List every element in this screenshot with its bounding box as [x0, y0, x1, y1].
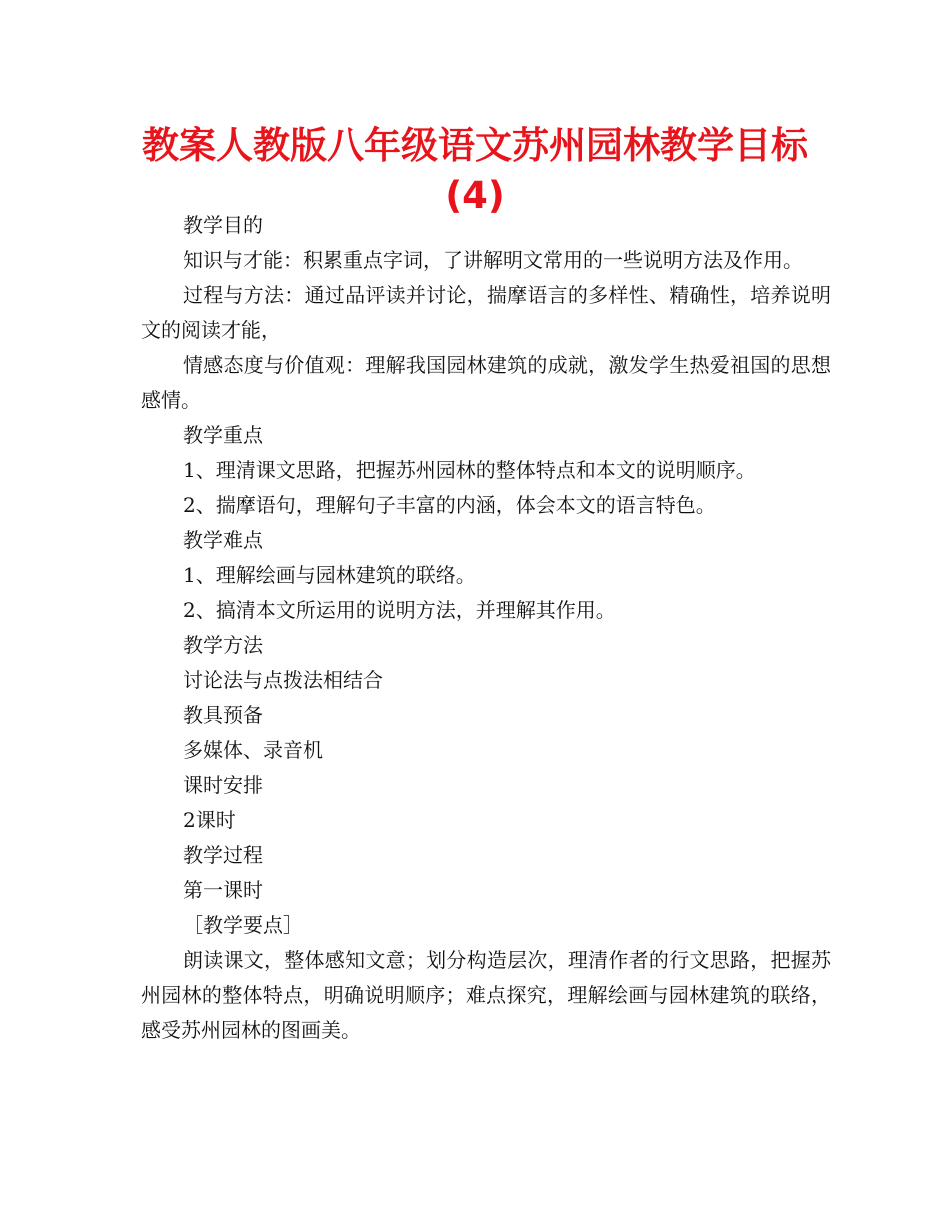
difficulty-2: 2、搞清本文所运用的说明方法，并理解其作用。 [183, 598, 616, 622]
heading-tools: 教具预备 [183, 703, 263, 727]
teaching-essentials-label: ［教学要点］ [183, 913, 303, 937]
heading-procedure: 教学过程 [183, 843, 263, 867]
document-title [100, 121, 850, 221]
heading-difficulties: 教学难点 [183, 528, 263, 552]
schedule-text: 2课时 [183, 808, 236, 832]
document-body [141, 208, 831, 1048]
heading-schedule: 课时安排 [183, 773, 263, 797]
title-line-1: 教案人教版八年级语文苏州园林教学目标 [142, 124, 808, 167]
method-text: 讨论法与点拨法相结合 [183, 668, 383, 692]
title-line-2: (4) [445, 174, 505, 217]
heading-method: 教学方法 [183, 633, 263, 657]
first-lesson: 第一课时 [183, 878, 263, 902]
paragraph-knowledge: 知识与才能：积累重点字词，了讲解明文常用的一些说明方法及作用。 [183, 248, 803, 272]
paragraph-process: 过程与方法：通过品评读并讨论，揣摩语言的多样性、精确性，培养说明文的阅读才能， [141, 283, 831, 342]
paragraph-emotion: 情感态度与价值观：理解我国园林建筑的成就，激发学生热爱祖国的思想感情。 [141, 353, 831, 412]
tools-text: 多媒体、录音机 [183, 738, 323, 762]
key-point-1: 1、理清课文思路，把握苏州园林的整体特点和本文的说明顺序。 [183, 458, 756, 482]
paragraph-essentials: 朗读课文，整体感知文意；划分构造层次，理清作者的行文思路，把握苏州园林的整体特点，明确说明顺序；难点探究，理解绘画与园林建筑的联络，感受苏州园林的图画美。 [141, 948, 831, 1042]
key-point-2: 2、揣摩语句，理解句子丰富的内涵，体会本文的语言特色。 [183, 493, 716, 517]
heading-teaching-aims: 教学目的 [183, 213, 263, 237]
heading-key-points: 教学重点 [183, 423, 263, 447]
difficulty-1: 1、理解绘画与园林建筑的联络。 [183, 563, 476, 587]
